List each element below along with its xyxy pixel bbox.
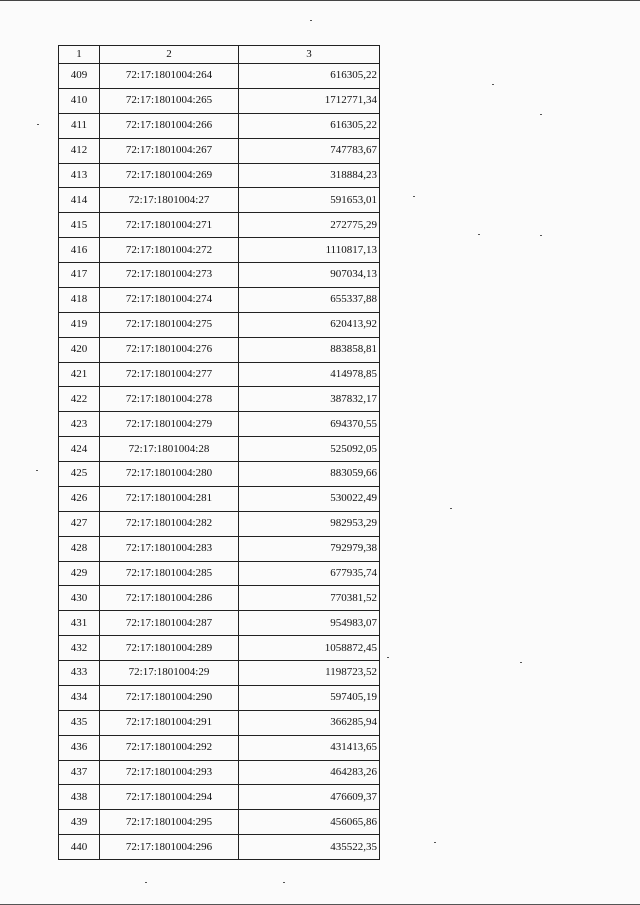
row-number: 427 xyxy=(59,511,100,536)
cadastral-number: 72:17:1801004:294 xyxy=(100,785,239,810)
scan-speck xyxy=(310,20,312,21)
table-body xyxy=(59,46,380,860)
table-row xyxy=(59,387,380,412)
cadastral-value: 1110817,13 xyxy=(239,238,380,263)
cadastral-number: 72:17:1801004:296 xyxy=(100,835,239,860)
table-row xyxy=(59,287,380,312)
row-number: 436 xyxy=(59,735,100,760)
cadastral-number: 72:17:1801004:273 xyxy=(100,263,239,288)
cadastral-number: 72:17:1801004:281 xyxy=(100,486,239,511)
cadastral-value: 464283,26 xyxy=(239,760,380,785)
table-row xyxy=(59,462,380,487)
row-number: 419 xyxy=(59,312,100,337)
row-number: 417 xyxy=(59,263,100,288)
table-row xyxy=(59,760,380,785)
table-row xyxy=(59,188,380,213)
cadastral-value: 431413,65 xyxy=(239,735,380,760)
cadastral-number: 72:17:1801004:295 xyxy=(100,810,239,835)
cadastral-number: 72:17:1801004:289 xyxy=(100,636,239,661)
row-number: 430 xyxy=(59,586,100,611)
row-number: 410 xyxy=(59,88,100,113)
cadastral-number: 72:17:1801004:265 xyxy=(100,88,239,113)
cadastral-value-table xyxy=(58,45,380,860)
row-number: 414 xyxy=(59,188,100,213)
cadastral-value: 792979,38 xyxy=(239,536,380,561)
row-number: 431 xyxy=(59,611,100,636)
header-col-3: 3 xyxy=(239,46,380,64)
cadastral-number: 72:17:1801004:275 xyxy=(100,312,239,337)
row-number: 413 xyxy=(59,163,100,188)
table-row xyxy=(59,113,380,138)
table-row xyxy=(59,586,380,611)
row-number: 439 xyxy=(59,810,100,835)
table-row xyxy=(59,437,380,462)
row-number: 411 xyxy=(59,113,100,138)
cadastral-value: 694370,55 xyxy=(239,412,380,437)
table-row xyxy=(59,536,380,561)
row-number: 421 xyxy=(59,362,100,387)
cadastral-value: 620413,92 xyxy=(239,312,380,337)
scan-speck xyxy=(520,662,522,663)
table-row xyxy=(59,337,380,362)
cadastral-number: 72:17:1801004:290 xyxy=(100,685,239,710)
header-col-1: 1 xyxy=(59,46,100,64)
table-row xyxy=(59,810,380,835)
cadastral-number: 72:17:1801004:28 xyxy=(100,437,239,462)
cadastral-number: 72:17:1801004:277 xyxy=(100,362,239,387)
cadastral-number: 72:17:1801004:272 xyxy=(100,238,239,263)
cadastral-value: 770381,52 xyxy=(239,586,380,611)
table-row xyxy=(59,511,380,536)
cadastral-number: 72:17:1801004:271 xyxy=(100,213,239,238)
cadastral-value: 476609,37 xyxy=(239,785,380,810)
cadastral-number: 72:17:1801004:29 xyxy=(100,661,239,686)
cadastral-number: 72:17:1801004:264 xyxy=(100,64,239,89)
scan-speck xyxy=(478,234,480,235)
cadastral-number: 72:17:1801004:286 xyxy=(100,586,239,611)
row-number: 423 xyxy=(59,412,100,437)
cadastral-number: 72:17:1801004:280 xyxy=(100,462,239,487)
cadastral-value: 591653,01 xyxy=(239,188,380,213)
row-number: 418 xyxy=(59,287,100,312)
table-row xyxy=(59,661,380,686)
cadastral-value: 387832,17 xyxy=(239,387,380,412)
table-row xyxy=(59,213,380,238)
cadastral-value: 525092,05 xyxy=(239,437,380,462)
cadastral-value: 1712771,34 xyxy=(239,88,380,113)
row-number: 426 xyxy=(59,486,100,511)
cadastral-number: 72:17:1801004:292 xyxy=(100,735,239,760)
row-number: 438 xyxy=(59,785,100,810)
row-number: 429 xyxy=(59,561,100,586)
scan-speck xyxy=(540,114,542,115)
cadastral-number: 72:17:1801004:279 xyxy=(100,412,239,437)
table-row xyxy=(59,486,380,511)
table-row xyxy=(59,710,380,735)
table-row xyxy=(59,263,380,288)
cadastral-number: 72:17:1801004:274 xyxy=(100,287,239,312)
row-number: 420 xyxy=(59,337,100,362)
cadastral-value: 456065,86 xyxy=(239,810,380,835)
cadastral-value: 883858,81 xyxy=(239,337,380,362)
cadastral-value: 597405,19 xyxy=(239,685,380,710)
cadastral-number: 72:17:1801004:27 xyxy=(100,188,239,213)
row-number: 424 xyxy=(59,437,100,462)
cadastral-number: 72:17:1801004:283 xyxy=(100,536,239,561)
cadastral-value: 272775,29 xyxy=(239,213,380,238)
scan-speck xyxy=(434,842,436,843)
cadastral-number: 72:17:1801004:278 xyxy=(100,387,239,412)
cadastral-value: 318884,23 xyxy=(239,163,380,188)
row-number: 428 xyxy=(59,536,100,561)
scan-speck xyxy=(492,84,494,85)
cadastral-number: 72:17:1801004:269 xyxy=(100,163,239,188)
cadastral-number: 72:17:1801004:276 xyxy=(100,337,239,362)
cadastral-number: 72:17:1801004:293 xyxy=(100,760,239,785)
cadastral-value: 435522,35 xyxy=(239,835,380,860)
cadastral-number: 72:17:1801004:267 xyxy=(100,138,239,163)
cadastral-value: 530022,49 xyxy=(239,486,380,511)
cadastral-number: 72:17:1801004:282 xyxy=(100,511,239,536)
row-number: 435 xyxy=(59,710,100,735)
row-number: 409 xyxy=(59,64,100,89)
scan-speck xyxy=(145,882,147,883)
cadastral-value: 1058872,45 xyxy=(239,636,380,661)
cadastral-value: 982953,29 xyxy=(239,511,380,536)
scan-speck xyxy=(540,235,542,236)
cadastral-number: 72:17:1801004:291 xyxy=(100,710,239,735)
row-number: 434 xyxy=(59,685,100,710)
cadastral-value: 366285,94 xyxy=(239,710,380,735)
scan-speck xyxy=(37,124,39,125)
row-number: 412 xyxy=(59,138,100,163)
row-number: 433 xyxy=(59,661,100,686)
cadastral-value: 655337,88 xyxy=(239,287,380,312)
table-row xyxy=(59,163,380,188)
row-number: 425 xyxy=(59,462,100,487)
row-number: 437 xyxy=(59,760,100,785)
table-row xyxy=(59,611,380,636)
row-number: 422 xyxy=(59,387,100,412)
cadastral-number: 72:17:1801004:285 xyxy=(100,561,239,586)
scan-speck xyxy=(387,657,389,658)
table-row xyxy=(59,685,380,710)
cadastral-value: 907034,13 xyxy=(239,263,380,288)
cadastral-value: 954983,07 xyxy=(239,611,380,636)
table-row xyxy=(59,561,380,586)
scan-speck xyxy=(450,508,452,509)
cadastral-value: 747783,67 xyxy=(239,138,380,163)
table-row xyxy=(59,88,380,113)
table-header-row xyxy=(59,46,380,64)
cadastral-value: 883059,66 xyxy=(239,462,380,487)
header-col-2: 2 xyxy=(100,46,239,64)
row-number: 415 xyxy=(59,213,100,238)
table-row xyxy=(59,735,380,760)
table-row xyxy=(59,835,380,860)
scan-speck xyxy=(413,196,415,197)
row-number: 440 xyxy=(59,835,100,860)
table-row xyxy=(59,64,380,89)
row-number: 416 xyxy=(59,238,100,263)
cadastral-value: 677935,74 xyxy=(239,561,380,586)
table-row xyxy=(59,412,380,437)
table-row xyxy=(59,785,380,810)
cadastral-number: 72:17:1801004:266 xyxy=(100,113,239,138)
scan-speck xyxy=(36,470,38,471)
cadastral-value: 1198723,52 xyxy=(239,661,380,686)
table-row xyxy=(59,312,380,337)
table-row xyxy=(59,636,380,661)
scan-speck xyxy=(283,882,285,883)
cadastral-value: 616305,22 xyxy=(239,113,380,138)
cadastral-value: 616305,22 xyxy=(239,64,380,89)
table-row xyxy=(59,362,380,387)
table-row xyxy=(59,238,380,263)
row-number: 432 xyxy=(59,636,100,661)
table-row xyxy=(59,138,380,163)
cadastral-value: 414978,85 xyxy=(239,362,380,387)
cadastral-number: 72:17:1801004:287 xyxy=(100,611,239,636)
